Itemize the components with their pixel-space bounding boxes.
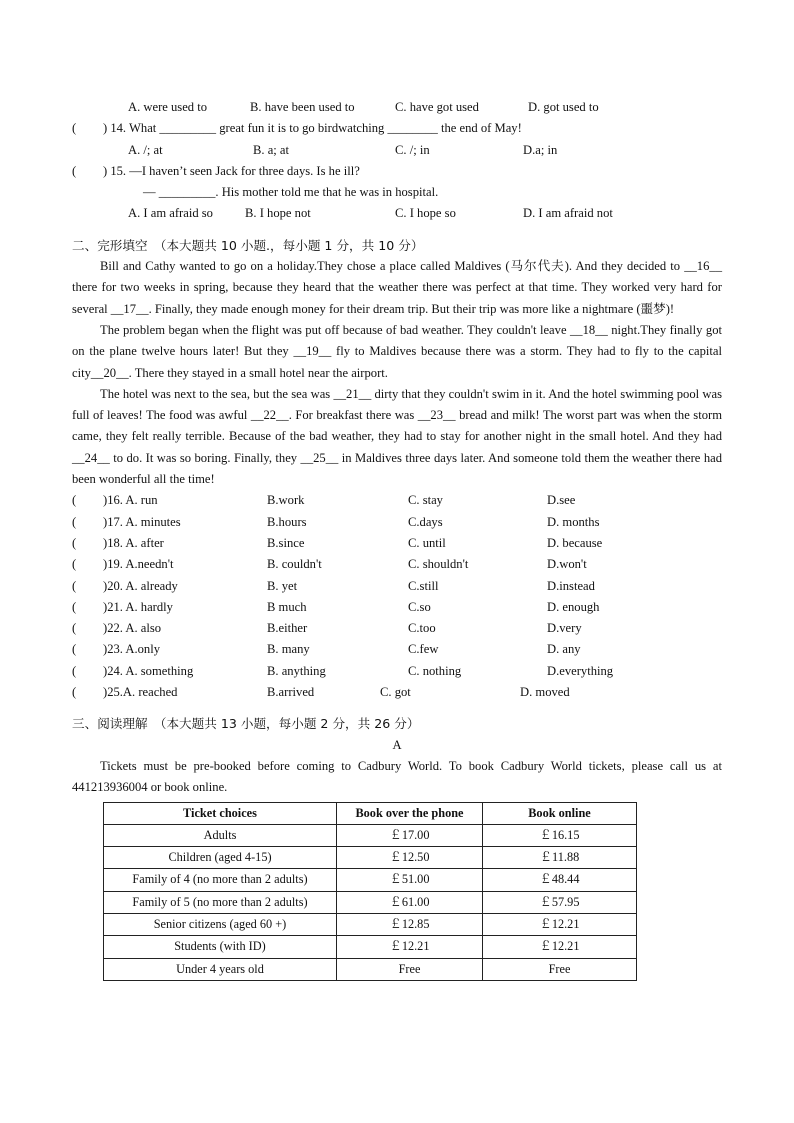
table-header-row — [104, 802, 637, 824]
question-paren: ( — [72, 535, 77, 550]
table-row — [104, 958, 637, 980]
q14-option-d: D.a; in — [523, 142, 558, 157]
cloze-paragraph-1 — [72, 256, 722, 320]
table-cell: Adults — [104, 824, 337, 846]
q13-options — [0, 97, 794, 118]
table-body — [104, 824, 637, 980]
q13-option-b: B. have been used to — [250, 100, 355, 114]
question-option-d: D.very — [547, 621, 582, 636]
ticket-price-table — [103, 802, 637, 981]
question-option-c: C.so — [408, 599, 431, 614]
q15-answer-line — [0, 182, 794, 203]
question-option-c: C. until — [408, 535, 446, 550]
question-option-b: B. many — [267, 642, 310, 657]
question-option-c: C.still — [408, 578, 439, 593]
cloze-question-row — [0, 639, 794, 660]
table-cell: ￡51.00 — [337, 869, 483, 891]
section-2-title: 二、完形填空 （本大题共 10 小题.，每小题 1 分，共 10 分） — [72, 237, 424, 253]
question-paren: ( — [72, 599, 77, 614]
question-option-d: D.instead — [547, 578, 595, 593]
cloze-question-row — [0, 576, 794, 597]
question-option-c: C. stay — [408, 493, 443, 508]
question-option-a: )18. A. after — [103, 535, 164, 550]
cloze-question-row — [0, 533, 794, 554]
table-cell: ￡12.85 — [337, 913, 483, 935]
cloze-question-row — [0, 490, 794, 511]
question-paren: ( — [72, 621, 77, 636]
question-option-c: C.too — [408, 621, 436, 636]
table-cell: ￡17.00 — [337, 824, 483, 846]
table-cell: ￡48.44 — [483, 869, 637, 891]
q15-option-c: C. I hope so — [395, 206, 456, 221]
q13-option-a: A. were used to — [128, 100, 208, 114]
table-cell: ￡12.50 — [337, 847, 483, 869]
q15-paren: ( — [72, 163, 77, 178]
table-row — [104, 824, 637, 846]
question-paren: ( — [72, 685, 77, 700]
table-row — [104, 913, 637, 935]
exam-page — [0, 97, 794, 979]
q15-stem — [0, 161, 794, 182]
table-header-cell: Book online — [483, 802, 637, 824]
question-option-d: D. moved — [520, 685, 570, 700]
q15-option-b: B. I hope not — [245, 206, 311, 221]
question-option-b: B.arrived — [267, 685, 315, 700]
question-option-b: B much — [267, 599, 307, 614]
question-option-b: B.either — [267, 621, 308, 636]
table-cell: Senior citizens (aged 60 +) — [104, 913, 337, 935]
table-cell: ￡12.21 — [337, 936, 483, 958]
cloze-question-row — [0, 682, 794, 703]
cloze-paragraph-2 — [72, 320, 722, 384]
question-option-a: )17. A. minutes — [103, 514, 181, 529]
question-option-d: D. months — [547, 514, 600, 529]
table-row — [104, 936, 637, 958]
q15-options — [0, 203, 794, 224]
table-cell: Under 4 years old — [104, 958, 337, 980]
question-option-d: D. because — [547, 535, 603, 550]
question-option-a: )22. A. also — [103, 621, 162, 636]
table-cell: ￡11.88 — [483, 847, 637, 869]
table-cell: Free — [337, 958, 483, 980]
table-cell: Students (with ID) — [104, 936, 337, 958]
question-option-c: C. got — [380, 685, 411, 700]
question-option-a: )20. A. already — [103, 578, 178, 593]
question-paren: ( — [72, 642, 77, 657]
question-option-a: )19. A.needn't — [103, 557, 174, 572]
cloze-paragraph-2-text: The problem began when the flight was put off because of bad weather. They couldn't leave __18__ night.They finally got on the plane twelve hours later! But they __19__ fly to Maldives because there was a storm. They had to fly to the capital city__20__. There they stayed in a small hotel near the airport. — [72, 322, 722, 380]
question-option-b: B.since — [267, 535, 305, 550]
question-paren: ( — [72, 557, 77, 572]
question-option-c: C.few — [408, 642, 439, 657]
ticket-table-wrap — [0, 799, 794, 979]
question-option-b: B. couldn't — [267, 557, 322, 572]
reading-intro-text: Tickets must be pre-booked before coming to Cadbury World. To book Cadbury World tickets, please call us at 441213936004 or book online. — [72, 758, 722, 795]
table-cell: ￡16.15 — [483, 824, 637, 846]
cloze-question-row — [0, 661, 794, 682]
q13-option-c: C. have got used — [395, 100, 479, 114]
table-cell: Family of 4 (no more than 2 adults) — [104, 869, 337, 891]
question-paren: ( — [72, 514, 77, 529]
question-option-d: D.won't — [547, 557, 587, 572]
cloze-question-row — [0, 618, 794, 639]
question-option-b: B.hours — [267, 514, 307, 529]
question-option-a: )21. A. hardly — [103, 599, 173, 614]
passage-label: A — [392, 737, 402, 752]
question-option-b: B. anything — [267, 663, 326, 678]
cloze-question-row — [0, 554, 794, 575]
table-cell: ￡12.21 — [483, 936, 637, 958]
cloze-paragraph-3 — [72, 384, 722, 490]
question-option-d: D.see — [547, 493, 576, 508]
q15-text: ) 15. —I haven’t seen Jack for three days. Is he ill? — [103, 163, 360, 178]
question-option-d: D. enough — [547, 599, 600, 614]
cloze-question-row — [0, 597, 794, 618]
table-row — [104, 891, 637, 913]
question-option-d: D. any — [547, 642, 581, 657]
q14-option-b: B. a; at — [253, 142, 290, 157]
table-cell: ￡57.95 — [483, 891, 637, 913]
question-option-b: B.work — [267, 493, 305, 508]
table-row — [104, 847, 637, 869]
q13-option-d: D. got used to — [528, 100, 599, 114]
q15-answer-text: — _________. His mother told me that he was in hospital. — [143, 185, 439, 200]
table-cell: ￡61.00 — [337, 891, 483, 913]
question-paren: ( — [72, 493, 77, 508]
cloze-question-list — [0, 490, 794, 703]
question-option-d: D.everything — [547, 663, 614, 678]
q14-options — [0, 140, 794, 161]
question-option-a: )16. A. run — [103, 493, 158, 508]
question-option-b: B. yet — [267, 578, 298, 593]
question-option-a: )24. A. something — [103, 663, 194, 678]
reading-intro — [72, 756, 722, 799]
q14-paren: ( — [72, 121, 77, 136]
cloze-paragraph-1-text: Bill and Cathy wanted to go on a holiday.They chose a place called Maldives (马尔代夫). And they decided to __16__ there for two weeks in spring, because they heard that the weather there was perfect at that time. They worked very hard for several __17__. Finally, they made enough money for their dream trip. But their trip was more like a nightmare (噩梦)! — [72, 259, 722, 316]
section-3-title: 三、阅读理解 （本大题共 13 小题，每小题 2 分，共 26 分） — [72, 716, 420, 732]
q15-option-d: D. I am afraid not — [523, 206, 613, 221]
table-row — [104, 869, 637, 891]
cloze-question-row — [0, 512, 794, 533]
question-option-c: C.days — [408, 514, 443, 529]
question-paren: ( — [72, 663, 77, 678]
table-cell: Children (aged 4-15) — [104, 847, 337, 869]
q14-stem — [0, 118, 794, 139]
question-option-c: C. nothing — [408, 663, 462, 678]
q14-text: ) 14. What _________ great fun it is to go birdwatching ________ the end of May! — [103, 121, 522, 136]
question-option-a: )23. A.only — [103, 642, 161, 657]
question-paren: ( — [72, 578, 77, 593]
question-option-a: )25.A. reached — [103, 685, 178, 700]
q15-option-a: A. I am afraid so — [128, 206, 213, 221]
question-option-c: C. shouldn't — [408, 557, 469, 572]
cloze-paragraph-3-text: The hotel was next to the sea, but the sea was __21__ dirty that they couldn't swim in it. And the hotel swimming pool was full of leaves! The food was awful __22__. For breakfast there was __23__ bread and milk! The worst part was when the storm came, they felt really terrible. Because of the bad weather, they had to stay for another night in the small hotel. And they had __24__ to do. It was so boring. Finally, they __25__ in Maldives three days later. And someone told them the weather there had been wonderful all the time! — [72, 386, 722, 487]
q14-option-c: C. /; in — [395, 142, 430, 157]
table-header-cell: Book over the phone — [337, 802, 483, 824]
table-cell: ￡12.21 — [483, 913, 637, 935]
table-header-cell: Ticket choices — [104, 802, 337, 824]
table-cell: Family of 5 (no more than 2 adults) — [104, 891, 337, 913]
table-cell: Free — [483, 958, 637, 980]
q14-option-a: A. /; at — [128, 142, 163, 157]
